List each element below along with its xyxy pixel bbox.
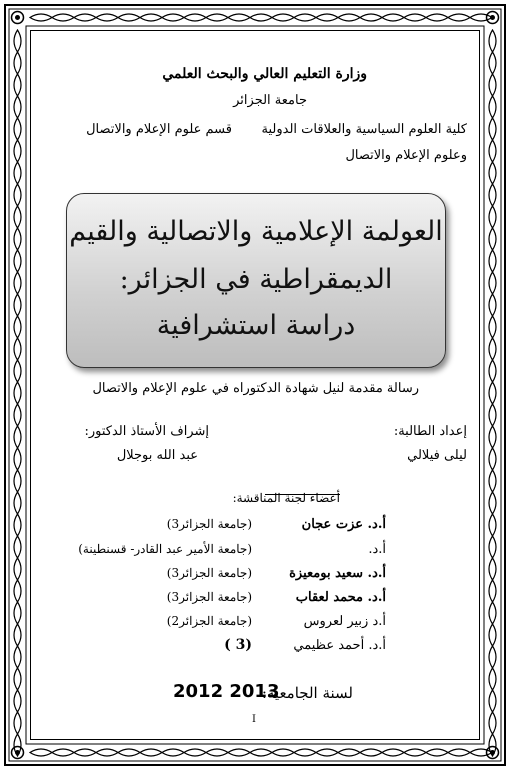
ministry-title: وزارة التعليم العالي والبحث العلمي <box>162 66 367 82</box>
committee-label: أعضاء لجنة المناقشة: <box>232 491 340 505</box>
committee-member-5: أ.د زبير لعروس <box>303 614 386 629</box>
thesis-title-box <box>66 193 446 368</box>
student-name: ليلى فيلالي <box>407 448 467 463</box>
committee-affiliation-2: (جامعة الأمير عبد القادر- قسنطينة) <box>78 542 252 556</box>
department-name: قسم علوم الإعلام والاتصال <box>86 122 232 137</box>
supervisor-label: إشراف الأستاذ الدكتور: <box>84 424 209 439</box>
committee-label-underline <box>265 494 340 495</box>
committee-member-3: أ.د. سعيد بومعيزة <box>289 566 386 581</box>
committee-member-2: أ.د. <box>368 542 386 557</box>
thesis-title-line-3: دراسة استشرافية <box>156 310 356 341</box>
thesis-title-line-1: العولمة الإعلامية والاتصالية والقيم <box>69 216 443 247</box>
committee-affiliation-6: (3 ) <box>224 637 252 653</box>
department-name-cont: وعلوم الإعلام والاتصال <box>345 148 467 163</box>
committee-affiliation-4: (جامعة الجزائر3) <box>166 590 252 604</box>
academic-year-value: 2012 2013 <box>173 681 280 702</box>
thesis-title-line-2: الديمقراطية في الجزائر: <box>119 264 393 295</box>
committee-affiliation-5: (جامعة الجزائر2) <box>166 614 252 628</box>
committee-member-4: أ.د. محمد لعقاب <box>295 590 386 605</box>
committee-member-6: أ.د. أحمد عظيمي <box>293 638 386 653</box>
supervisor-name: عبد الله بوجلال <box>116 448 198 463</box>
committee-affiliation-1: (جامعة الجزائر3) <box>166 517 252 531</box>
faculty-name: كلية العلوم السياسية والعلاقات الدولية <box>261 122 467 137</box>
committee-member-1: أ.د. عزت عجان <box>301 517 386 532</box>
student-label: إعداد الطالبة: <box>393 424 467 439</box>
thesis-note: رسالة مقدمة لنيل شهادة الدكتوراه في علوم الإعلام والاتصال <box>92 381 419 396</box>
university-name: جامعة الجزائر <box>233 93 307 108</box>
page-number: I <box>252 714 256 725</box>
committee-affiliation-3: (جامعة الجزائر3) <box>166 566 252 580</box>
academic-year-label: لسنة الجامعية: <box>261 684 353 702</box>
